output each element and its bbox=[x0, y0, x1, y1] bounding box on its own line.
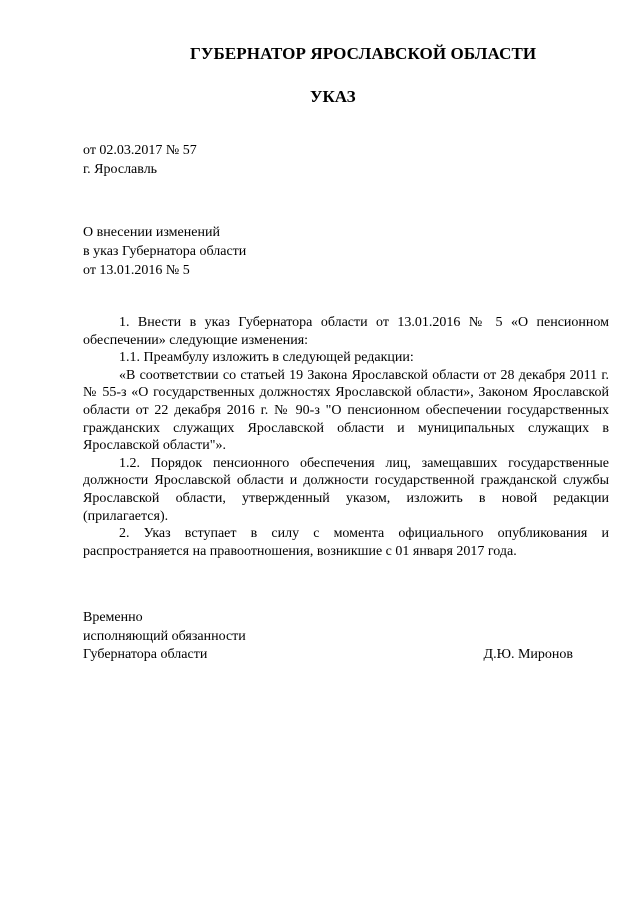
city-line: г. Ярославль bbox=[83, 162, 158, 177]
subject-line: О внесении изменений bbox=[83, 225, 220, 240]
body-paragraph: 2. Указ вступает в силу с момента официального опубликования и распространяется на правоотношения, возникшие с 01 января 2017 года. bbox=[83, 526, 609, 559]
document-meta bbox=[83, 141, 197, 179]
document-body bbox=[83, 314, 609, 560]
signatory-title-line: Губернатора области bbox=[83, 647, 208, 662]
body-paragraph: «В соответствии со статьей 19 Закона Ярославской области от 28 декабря 2011 г. № 55-з «О государственных должностях Ярославской области», Законом Ярославской области от 22 декабря 2016 г. № 90-з "О пенсионном обеспечении государственных гражданских служащих Ярославской области и муниципальных служащих в Ярославской области"». bbox=[83, 367, 609, 454]
signatory-name: Д.Ю. Миронов bbox=[483, 647, 573, 662]
body-paragraph: 1. Внести в указ Губернатора области от 13.01.2016 № 5 «О пенсионном обеспечении» следующие изменения: bbox=[83, 315, 609, 348]
subject-line: в указ Губернатора области bbox=[83, 244, 247, 259]
body-paragraph: 1.2. Порядок пенсионного обеспечения лиц, замещавших государственные должности Ярославской области и должности государственной гражданской службы Ярославской области, утвержденный указом, изложить в новой редакции (прилагается). bbox=[83, 455, 609, 524]
body-paragraph: 1.1. Преамбулу изложить в следующей редакции: bbox=[119, 350, 414, 366]
document-authority-heading: ГУБЕРНАТОР ЯРОСЛАВСКОЙ ОБЛАСТИ bbox=[190, 44, 537, 63]
signatory-title-line: Временно bbox=[83, 610, 143, 625]
signatory-title-line: исполняющий обязанности bbox=[83, 628, 246, 644]
signature-block bbox=[83, 609, 573, 665]
subject-line: от 13.01.2016 № 5 bbox=[83, 263, 190, 278]
document-subject bbox=[83, 223, 246, 280]
date-number-line: от 02.03.2017 № 57 bbox=[83, 143, 197, 158]
document-type-heading: УКАЗ bbox=[310, 87, 356, 106]
